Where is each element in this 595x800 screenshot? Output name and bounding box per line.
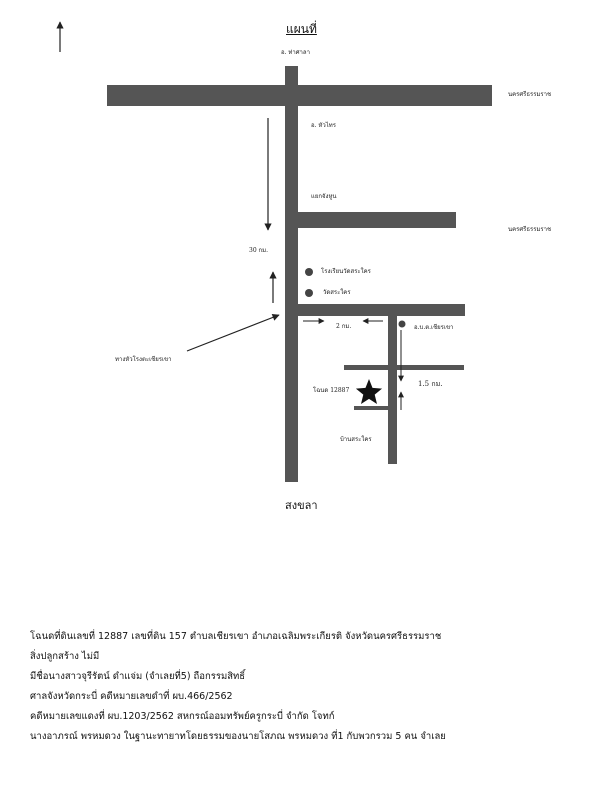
- label-tha-sala: อ. ท่าศาลา: [281, 49, 310, 56]
- local-road-vertical: [388, 316, 397, 464]
- road-nakhon-si-thammarat-2: [285, 212, 456, 228]
- deed-description: [30, 627, 575, 747]
- label-deed-marker: โฉนด 12887: [313, 387, 350, 394]
- road-chian-khao: [285, 304, 465, 316]
- road-nakhon-si-thammarat-1: [107, 85, 492, 106]
- local-road-spur: [354, 406, 388, 410]
- label-hua-sai: อ. หัวไทร: [311, 122, 336, 129]
- label-distance-30km: 30 กม.: [249, 247, 269, 254]
- label-distance-1-5km: 1.5 กม.: [418, 380, 443, 388]
- local-road-cross: [344, 365, 464, 370]
- footer-line-case: คดีหมายเลขแดงที่ ผบ.1203/2562 สหกรณ์ออมทรัพย์ครูกระบี่ จำกัด โจทก์: [30, 711, 335, 722]
- label-temple: วัดสระใคร: [323, 289, 351, 296]
- pointer-arrow: [187, 315, 279, 351]
- footer-line-deed: โฉนดที่ดินเลขที่ 12887 เลขที่ดิน 157 ตำบลเชียรเขา อำเภอเฉลิมพระเกียรติ จังหวัดนครศรีธรรมราช: [30, 631, 442, 642]
- footer-line-court: ศาลจังหวัดกระบี่ คดีหมายเลขดำที่ ผบ.466/2562: [30, 691, 233, 702]
- deed-location-star-icon: [356, 379, 382, 404]
- temple-marker-icon: [305, 289, 313, 297]
- map-title: แผนที่: [286, 22, 317, 36]
- label-school: โรงเรียนวัดสระใคร: [321, 268, 371, 275]
- subdistrict-office-marker-icon: [399, 321, 406, 328]
- label-village: บ้านสระใคร: [340, 436, 372, 443]
- footer-line-building: สิ่งปลูกสร้าง ไม่มี: [30, 651, 100, 662]
- main-road-vertical: [285, 66, 298, 482]
- label-distance-2km: 2 กม.: [336, 323, 352, 330]
- school-marker-icon: [305, 268, 313, 276]
- label-junction-pointer: ทางหัวโรงตะเชียรเขา: [115, 356, 172, 363]
- footer-line-defendant: นางอาภรณ์ พรหมดวง ในฐานะทายาทโดยธรรมของนายโสภณ พรหมดวง ที่1 กับพวกรวม 5 คน จำเลย: [30, 731, 446, 742]
- label-songkhla: สงขลา: [285, 499, 318, 512]
- label-nakhon-road-1: นครศรีธรรมราช: [508, 91, 552, 98]
- label-nakhon-road-2: นครศรีธรรมราช: [508, 226, 552, 233]
- label-junction: แยกจังหูน: [311, 193, 337, 200]
- label-subdistrict-office: อ.บ.ต.เชียรเขา: [414, 324, 454, 331]
- footer-line-owner: มีชื่อนางสาวจุรีรัตน์ ดำแจ่ม (จำเลยที่5) ถือกรรมสิทธิ์: [30, 671, 246, 682]
